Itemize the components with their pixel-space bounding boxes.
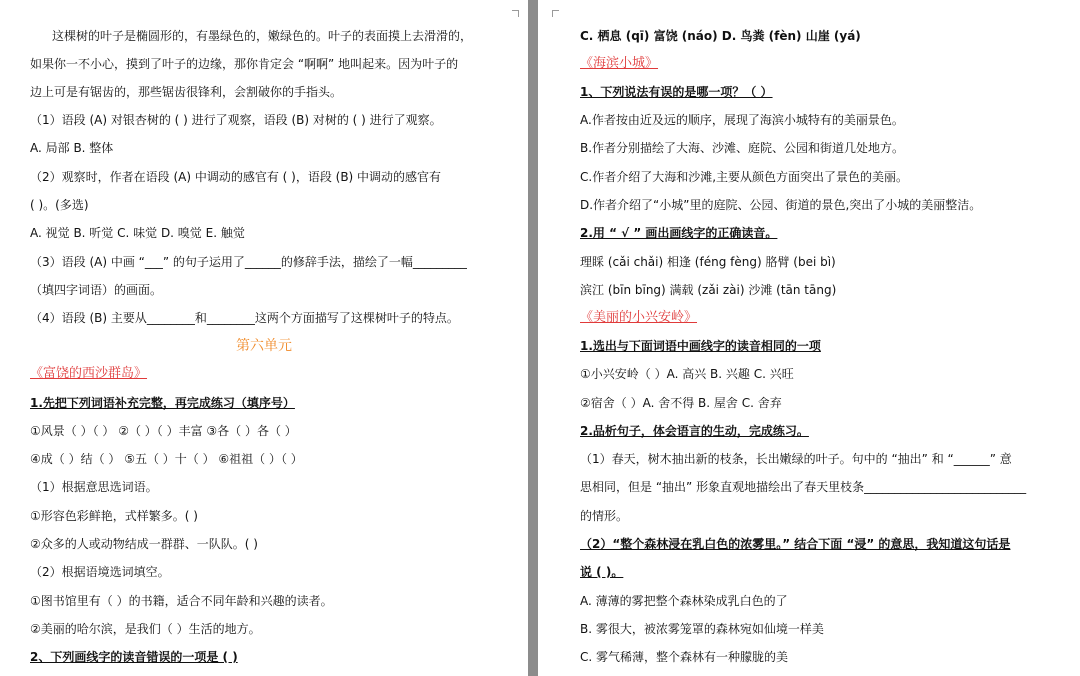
question-heading: 1.选出与下面词语中画线字的读音相同的一项	[580, 339, 821, 353]
text-line: （2）观察时，作者在语段 (A) 中调动的感官有 ( )，语段 (B) 中调动的感官有	[30, 170, 442, 184]
question-heading: 2、下列画线字的读音错误的一项是 ( )	[30, 650, 238, 664]
text-line: ①形容色彩鲜艳，式样繁多。( )	[30, 509, 198, 523]
text-line: 如果你一不小心，摸到了叶子的边缘，那你肯定会 “啊啊” 地叫起来。因为叶子的	[30, 57, 459, 71]
text-line: B. 雾很大，被浓雾笼罩的森林宛如仙境一样美	[580, 622, 824, 636]
text-line: ①图书馆里有（ ）的书籍，适合不同年龄和兴趣的读者。	[30, 594, 333, 608]
text-line: ①风景（ ）（ ） ②（ ）（ ）丰富 ③各（ ）各（ ）	[30, 424, 297, 438]
question-heading: 1、下列说法有误的是哪一项？（ ）	[580, 85, 773, 99]
text-line: ②美丽的哈尔滨，是我们（ ）生活的地方。	[30, 622, 261, 636]
text-line: 理睬 (cǎi chǎi) 相逢 (féng fèng) 胳臂 (bei bì)	[580, 255, 836, 269]
text-line: 思相同，但是 “抽出” 形象直观地描绘出了春天里枝条___________________________	[580, 480, 1027, 494]
document-page-right	[538, 0, 1080, 676]
question-heading: 2.品析句子，体会语言的生动，完成练习。	[580, 424, 809, 438]
text-line: D.作者介绍了“小城”里的庭院、公园、街道的景色,突出了小城的美丽整洁。	[580, 198, 982, 212]
text-line: A. 薄薄的雾把整个森林染成乳白色的了	[580, 594, 788, 608]
text-line: （填四字词语）的画面。	[30, 283, 163, 297]
page-corner-mark	[552, 10, 559, 17]
text-line: A. 局部 B. 整体	[30, 141, 114, 155]
unit-title: 第六单元	[236, 338, 292, 354]
lesson-title: 《海滨小城》	[580, 56, 659, 71]
lesson-title: 《美丽的小兴安岭》	[580, 310, 698, 325]
text-line: C. 栖息 (qī) 富饶 (náo) D. 鸟粪 (fèn) 山崖 (yá)	[580, 29, 861, 43]
text-line: C.作者介绍了大海和沙滩,主要从颜色方面突出了景色的美丽。	[580, 170, 909, 184]
text-line: ②宿舍（ ）A. 舍不得 B. 屋舍 C. 舍弃	[580, 396, 782, 410]
text-line: ②众多的人或动物结成一群群、一队队。( )	[30, 537, 258, 551]
text-line: （4）语段 (B) 主要从________和________这两个方面描写了这棵树叶子的特点。	[30, 311, 459, 325]
text-line: （1）春天，树木抽出新的枝条，长出嫩绿的叶子。句中的 “抽出” 和 “______” 意	[580, 452, 1012, 466]
text-line: A.作者按由近及远的顺序，展现了海滨小城特有的美丽景色。	[580, 113, 904, 127]
question-heading: （2）“整个森林浸在乳白色的浓雾里。” 结合下面 “浸” 的意思，我知道这句话是	[580, 537, 1011, 551]
question-heading: 2.用 “ √ ” 画出画线字的正确读音。	[580, 226, 778, 240]
text-line: 这棵树的叶子是椭圆形的，有墨绿色的，嫩绿色的。叶子的表面摸上去滑滑的，	[52, 29, 473, 43]
question-heading: 说 ( )。	[580, 565, 624, 579]
text-line: ④成（ ）结（ ） ⑤五（ ）十（ ） ⑥祖祖（ ）（ ）	[30, 452, 303, 466]
text-line: ( )。(多选)	[30, 198, 89, 212]
text-line: （3）语段 (A) 中画 “___” 的句子运用了______的修辞手法，描绘了一幅_________	[30, 255, 467, 269]
text-line: C. 雾气稀薄，整个森林有一种朦胧的美	[580, 650, 789, 664]
text-line: 滨江 (bīn bīng) 满载 (zǎi zài) 沙滩 (tān tāng)	[580, 283, 837, 297]
text-line: （2）根据语境选词填空。	[30, 565, 170, 579]
page-corner-mark	[512, 10, 519, 17]
text-line: B.作者分别描绘了大海、沙滩、庭院、公园和街道几处地方。	[580, 141, 905, 155]
question-heading: 1.先把下列词语补充完整，再完成练习（填序号）	[30, 396, 295, 410]
text-line: A. 视觉 B. 听觉 C. 味觉 D. 嗅觉 E. 触觉	[30, 226, 245, 240]
text-line: （1）根据意思选词语。	[30, 480, 158, 494]
lesson-title: 《富饶的西沙群岛》	[30, 366, 148, 381]
document-page-left	[0, 0, 528, 676]
text-line: （1）语段 (A) 对银杏树的 ( ) 进行了观察，语段 (B) 对树的 ( ) 进行了观察。	[30, 113, 442, 127]
text-line: 边上可是有锯齿的，那些锯齿很锋利，会割破你的手指头。	[30, 85, 343, 99]
text-line: ①小兴安岭（ ）A. 高兴 B. 兴趣 C. 兴旺	[580, 367, 794, 381]
text-line: 的情形。	[580, 509, 629, 523]
